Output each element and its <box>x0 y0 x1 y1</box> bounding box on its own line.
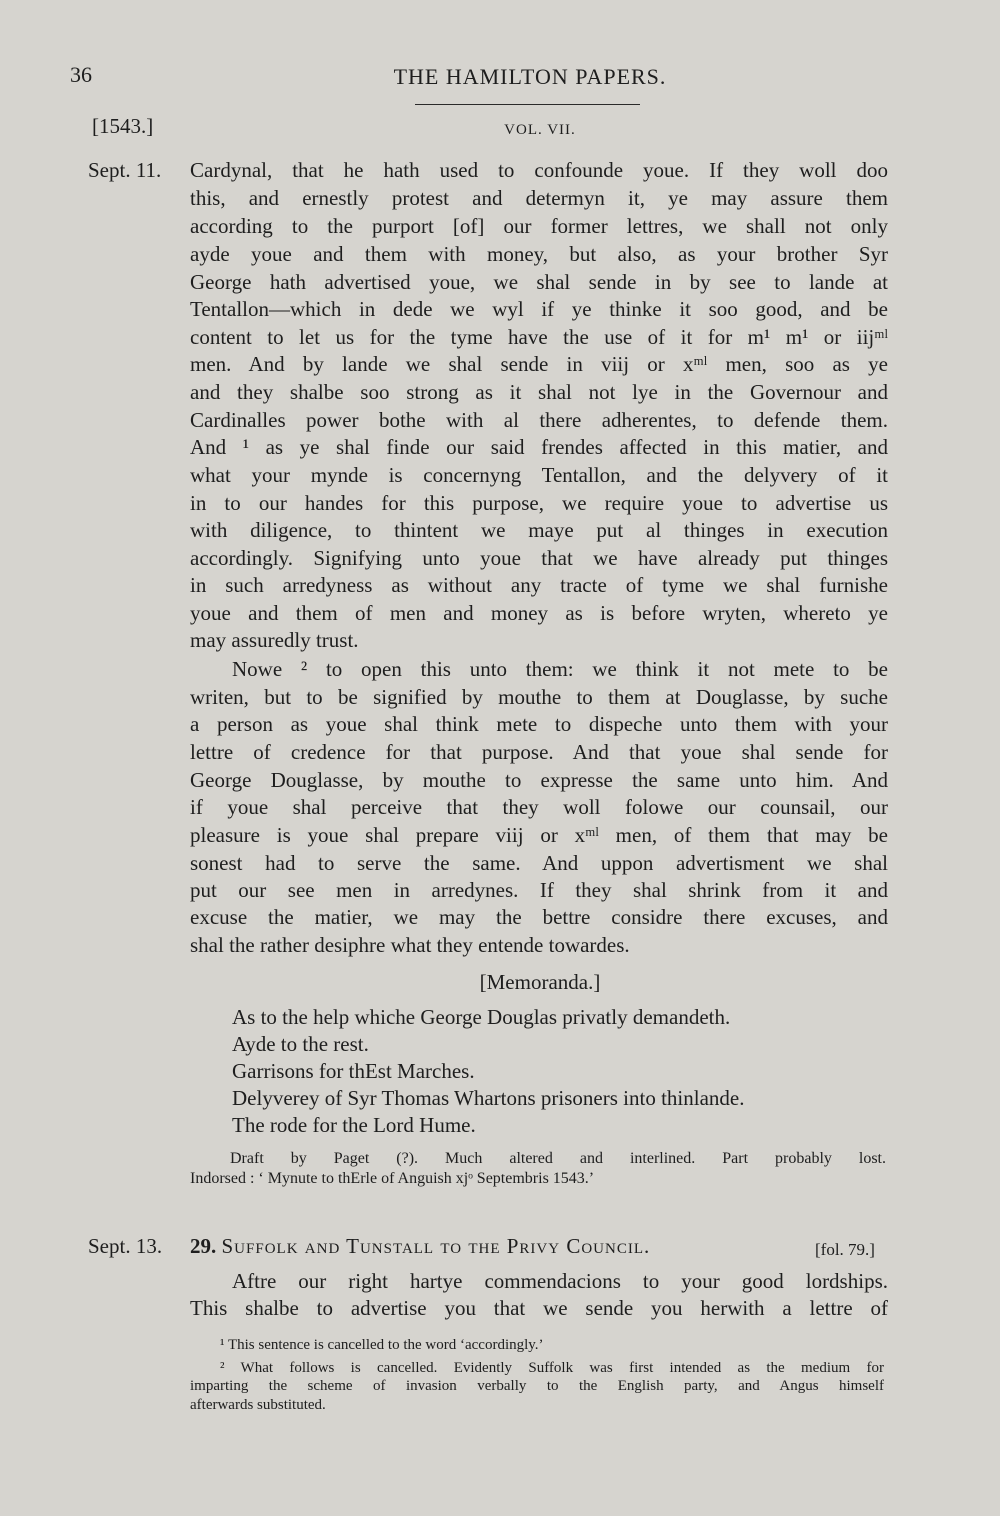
text-line: Cardynal, that he hath used to confounde youe. If they woll doo <box>190 158 888 182</box>
memo-item: As to the help whiche George Douglas privatly demandeth. <box>232 1005 731 1029</box>
footnote-continuation: imparting the scheme of invasion verbally to the English party, and Angus himself <box>190 1378 884 1394</box>
text-line: Cardinalles power bothe with al there adherentes, to defende them. <box>190 408 888 432</box>
memo-item: Garrisons for thEst Marches. <box>232 1059 475 1083</box>
entry-date: Sept. 11. <box>88 158 162 182</box>
text-line: excuse the matier, we may the bettre considre there excuses, and <box>190 905 888 929</box>
entry-title: Suffolk and Tunstall to the Privy Council. <box>221 1234 651 1258</box>
text-line: Tentallon—which in dede we wyl if ye thinke it soo good, and be <box>190 297 888 321</box>
note-line: Draft by Paget (?). Much altered and interlined. Part probably lost. <box>230 1150 886 1167</box>
text-line: Nowe ² to open this unto them: we think it not mete to be <box>232 657 888 681</box>
text-line: and they shalbe soo strong as it shal not lye in the Governour and <box>190 380 888 404</box>
volume-label: VOL. VII. <box>504 122 576 138</box>
page-number: 36 <box>70 62 92 87</box>
note-line: Indorsed : ‘ Mynute to thErle of Anguish xjᵒ Septembris 1543.’ <box>190 1170 595 1187</box>
text-line: pleasure is youe shal prepare viij or xᵐˡ men, of them that may be <box>190 823 888 847</box>
memo-item: Delyverey of Syr Thomas Whartons prisoners into thinlande. <box>232 1086 745 1110</box>
folio-reference: [fol. 79.] <box>815 1240 875 1259</box>
text-line: with diligence, to thintent we maye put al thinges in execution <box>190 518 888 542</box>
entry-date: Sept. 13. <box>88 1234 163 1258</box>
footnote-continuation: afterwards substituted. <box>190 1397 326 1413</box>
text-line: Aftre our right hartye commendacions to your good lordships. <box>232 1269 888 1293</box>
text-line: what your mynde is concernyng Tentallon, and the delyvery of it <box>190 463 888 487</box>
entry-heading <box>190 1234 650 1259</box>
memo-item: Ayde to the rest. <box>232 1032 369 1056</box>
text-line: a person as youe shal think mete to dispeche unto them with your <box>190 712 888 736</box>
text-line: And ¹ as ye shal finde our said frendes affected in this matier, and <box>190 435 888 459</box>
footnote: ² What follows is cancelled. Evidently Suffolk was first intended as the medium for <box>220 1360 884 1376</box>
text-line: according to the purport [of] our former lettres, we shall not only <box>190 214 888 238</box>
text-line: writen, but to be signified by mouthe to them at Douglasse, by suche <box>190 685 888 709</box>
text-line: put our see men in arredynes. If they shal shrink from it and <box>190 878 888 902</box>
entry-number: 29. <box>190 1234 217 1258</box>
text-line: this, and ernestly protest and determyn it, ye may assure them <box>190 186 888 210</box>
text-line: youe and them of men and money as is before wryten, whereto ye <box>190 601 888 625</box>
year-marginal: [1543.] <box>92 114 154 138</box>
text-line: shal the rather desiphre what they entende towardes. <box>190 933 630 957</box>
text-line: men. And by lande we shal sende in viij or xᵐˡ men, soo as ye <box>190 352 888 376</box>
text-line: content to let us for the tyme have the use of it for m¹ m¹ or iijᵐˡ <box>190 325 888 349</box>
text-line: may assuredly trust. <box>190 628 359 652</box>
text-line: ayde youe and them with money, but also, as your brother Syr <box>190 242 888 266</box>
text-line: accordingly. Signifying unto youe that we have already put thinges <box>190 546 888 570</box>
text-line: sonest had to serve the same. And uppon advertisment we shal <box>190 851 888 875</box>
text-line: George hath advertised youe, we shal sende in by see to lande at <box>190 270 888 294</box>
text-line: if youe shal perceive that they woll folowe our counsail, our <box>190 795 888 819</box>
text-line: in to our handes for this purpose, we require youe to advertise us <box>190 491 888 515</box>
text-line: in such arredyness as without any tracte of tyme we shal furnishe <box>190 573 888 597</box>
memoranda-heading: [Memoranda.] <box>479 970 601 994</box>
header-rule <box>415 104 640 105</box>
text-line: lettre of credence for that purpose. And that youe shal sende for <box>190 740 888 764</box>
footnote: ¹ This sentence is cancelled to the word ‘accordingly.’ <box>220 1337 544 1353</box>
running-title: THE HAMILTON PAPERS. <box>393 64 667 89</box>
text-line: This shalbe to advertise you that we sende you herwith a lettre of <box>190 1296 888 1320</box>
text-line: George Douglasse, by mouthe to expresse the same unto him. And <box>190 768 888 792</box>
memo-item: The rode for the Lord Hume. <box>232 1113 476 1137</box>
